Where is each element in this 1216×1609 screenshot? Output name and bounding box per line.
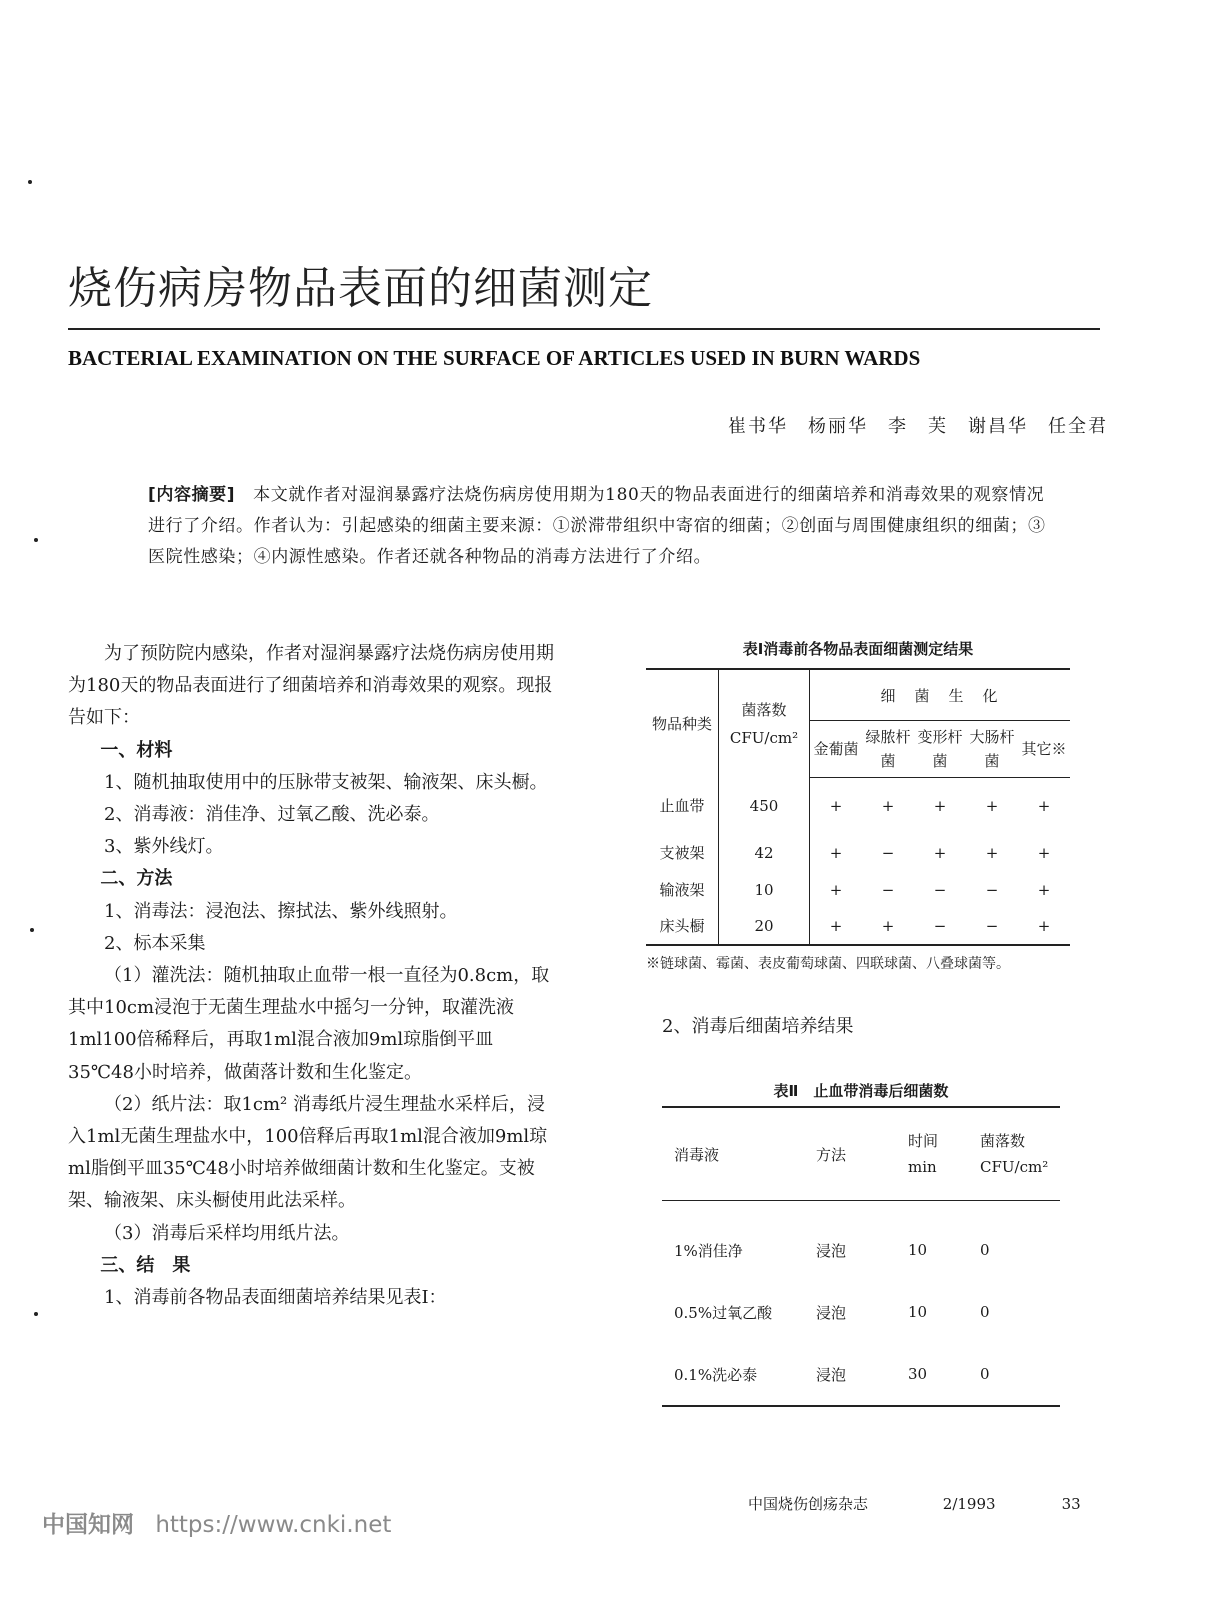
table1-cell: + xyxy=(829,880,843,899)
title-rule xyxy=(68,328,1100,330)
table1-cell: + xyxy=(1037,880,1051,899)
scan-speck xyxy=(34,538,38,542)
table1-head-sub: 绿脓杆菌 xyxy=(862,721,914,778)
table1-cell: − xyxy=(881,843,895,862)
table1-head-sub: 其它※ xyxy=(1018,721,1070,778)
intro-paragraph: 为了预防院内感染，作者对湿润暴露疗法烧伤病房使用期为180天的物品表面进行了细菌培养和消毒效果的观察。现报告如下： xyxy=(68,643,554,729)
method-4: （2）纸片法：取1cm² 消毒纸片浸生理盐水采样后，浸入1ml无菌生理盐水中，100倍释后再取1ml混合液加9ml琼ml脂倒平皿35℃48小时培养做细菌计数和生化鉴定。支被架、输液架、床头橱使用此法采样。 xyxy=(68,1093,548,1212)
table1-cell: 450 xyxy=(719,778,810,834)
table1-cell: 止血带 xyxy=(646,778,719,834)
table1-head-sub: 变形杆菌 xyxy=(914,721,966,778)
material-3: 3、紫外线灯。 xyxy=(104,836,224,858)
table1-cell: 10 xyxy=(719,872,810,908)
watermark-url: https://www.cnki.net xyxy=(155,1512,392,1538)
table1-cell: + xyxy=(985,843,999,862)
table1-cell: + xyxy=(1037,796,1051,815)
table1-cell: + xyxy=(810,908,863,945)
table-row xyxy=(662,1281,1060,1343)
table2-cell: 0 xyxy=(980,1303,990,1321)
table2-cell: 0 xyxy=(968,1343,1060,1406)
table-row xyxy=(662,1343,1060,1406)
material-1: 1、随机抽取使用中的压脉带支被架、输液架、床头橱。 xyxy=(104,771,548,793)
table-row xyxy=(646,908,1070,945)
table1-cell: − xyxy=(881,880,895,899)
table1-cell: + xyxy=(933,843,947,862)
table2-cell: 浸泡 xyxy=(816,1241,847,1260)
abstract-tag: [内容摘要] xyxy=(148,485,236,505)
table-row xyxy=(646,834,1070,872)
left-column xyxy=(68,638,556,1314)
table1-cell: + xyxy=(1018,908,1070,945)
watermark xyxy=(42,1506,391,1539)
heading-methods: 二、方法 xyxy=(100,868,173,890)
table2-cell: 0 xyxy=(980,1241,990,1259)
scan-speck xyxy=(30,928,34,932)
table1-cell: 床头橱 xyxy=(646,908,719,945)
table1-caption: 表Ⅰ消毒前各物品表面细菌测定结果 xyxy=(742,640,974,658)
table2-cell: 0.1%洗必泰 xyxy=(662,1343,804,1406)
table-row xyxy=(662,1201,1060,1282)
table-row xyxy=(646,778,1070,834)
abstract xyxy=(148,480,1048,573)
table1-cell: + xyxy=(829,796,843,815)
table1-cell: − xyxy=(933,880,947,899)
result-1: 1、消毒前各物品表面细菌培养结果见表Ⅰ： xyxy=(104,1287,447,1309)
table1-cell: + xyxy=(933,796,947,815)
method-2: 2、标本采集 xyxy=(104,932,206,954)
table1-cell: + xyxy=(985,796,999,815)
table2-cell: 30 xyxy=(896,1343,968,1406)
table2-caption: 表Ⅱ 止血带消毒后细菌数 xyxy=(773,1082,949,1100)
table2-cell: 1%消佳净 xyxy=(674,1241,743,1260)
table2-head: 菌落数 CFU/cm² xyxy=(968,1107,1060,1201)
watermark-brand: 中国知网 xyxy=(42,1512,134,1538)
table1 xyxy=(646,668,1070,946)
table2-head: 消毒液 xyxy=(662,1107,804,1201)
table1-cell: + xyxy=(1037,843,1051,862)
scan-speck xyxy=(34,1312,38,1316)
footer-page: 33 xyxy=(1061,1495,1081,1513)
table1-head-count: 菌落数 CFU/cm² xyxy=(719,669,810,778)
table2 xyxy=(662,1106,1060,1407)
table2-cell: 浸泡 xyxy=(804,1343,896,1406)
table1-head-sub: 金葡菌 xyxy=(810,721,863,778)
table2-cell: 10 xyxy=(908,1303,928,1321)
method-3: （1）灌洗法：随机抽取止血带一根一直径为0.8cm，取其中10cm浸泡于无菌生理盐水中摇匀一分钟，取灌洗液1ml100倍稀释后，再取1ml混合液加9ml琼脂倒平皿35℃48小时培养，做菌落计数和生化鉴定。 xyxy=(68,965,550,1083)
scan-speck xyxy=(28,180,32,184)
title-english: BACTERIAL EXAMINATION ON THE SURFACE OF ARTICLES USED IN BURN WARDS xyxy=(68,346,921,370)
footer-issue: 2/1993 xyxy=(942,1495,996,1513)
section2-title: 2、消毒后细菌培养结果 xyxy=(662,1016,854,1037)
table-row xyxy=(646,872,1070,908)
table1-cell: + xyxy=(829,843,843,862)
page-footer xyxy=(748,1493,1081,1514)
table1-cell: − xyxy=(985,880,999,899)
method-5: （3）消毒后采样均用纸片法。 xyxy=(104,1222,350,1244)
table1-cell: 输液架 xyxy=(646,872,719,908)
method-1: 1、消毒法：浸泡法、擦拭法、紫外线照射。 xyxy=(104,900,458,922)
title-chinese: 烧伤病房物品表面的细菌测定 xyxy=(68,263,653,314)
table1-cell: + xyxy=(862,908,914,945)
table1-head-item: 物品种类 xyxy=(646,669,719,778)
table1-cell: − xyxy=(914,908,966,945)
table1-note: ※链球菌、霉菌、表皮葡萄球菌、四联球菌、八叠球菌等。 xyxy=(646,956,1010,972)
table1-cell: 支被架 xyxy=(646,834,719,872)
abstract-text: 本文就作者对湿润暴露疗法烧伤病房使用期为180天的物品表面进行的细菌培养和消毒效果的观察情况进行了介绍。作者认为：引起感染的细菌主要来源：①淤滞带组织中寄宿的细菌；②创面与周围健康组织的细菌；③医院性感染；④内源性感染。作者还就各种物品的消毒方法进行了介绍。 xyxy=(148,485,1046,567)
table1-cell: + xyxy=(881,796,895,815)
table2-head: 时间 min xyxy=(896,1107,968,1201)
heading-results: 三、结 果 xyxy=(100,1254,191,1276)
material-2: 2、消毒液：消佳净、过氧乙酸、洗必泰。 xyxy=(104,804,440,826)
heading-materials: 一、材料 xyxy=(100,739,173,761)
table2-cell: 10 xyxy=(908,1241,928,1259)
table1-head-sub: 大肠杆菌 xyxy=(966,721,1018,778)
table2-cell: 浸泡 xyxy=(816,1303,847,1322)
footer-journal: 中国烧伤创疡杂志 xyxy=(748,1495,869,1513)
table1-head-group: 细 菌 生 化 xyxy=(810,669,1071,721)
table1-cell: 20 xyxy=(719,908,810,945)
table1-cell: 42 xyxy=(719,834,810,872)
table1-cell: − xyxy=(966,908,1018,945)
table2-head: 方法 xyxy=(804,1107,896,1201)
table2-cell: 0.5%过氧乙酸 xyxy=(674,1303,773,1322)
authors: 崔书华 杨丽华 李 芙 谢昌华 任全君 xyxy=(728,416,1108,437)
